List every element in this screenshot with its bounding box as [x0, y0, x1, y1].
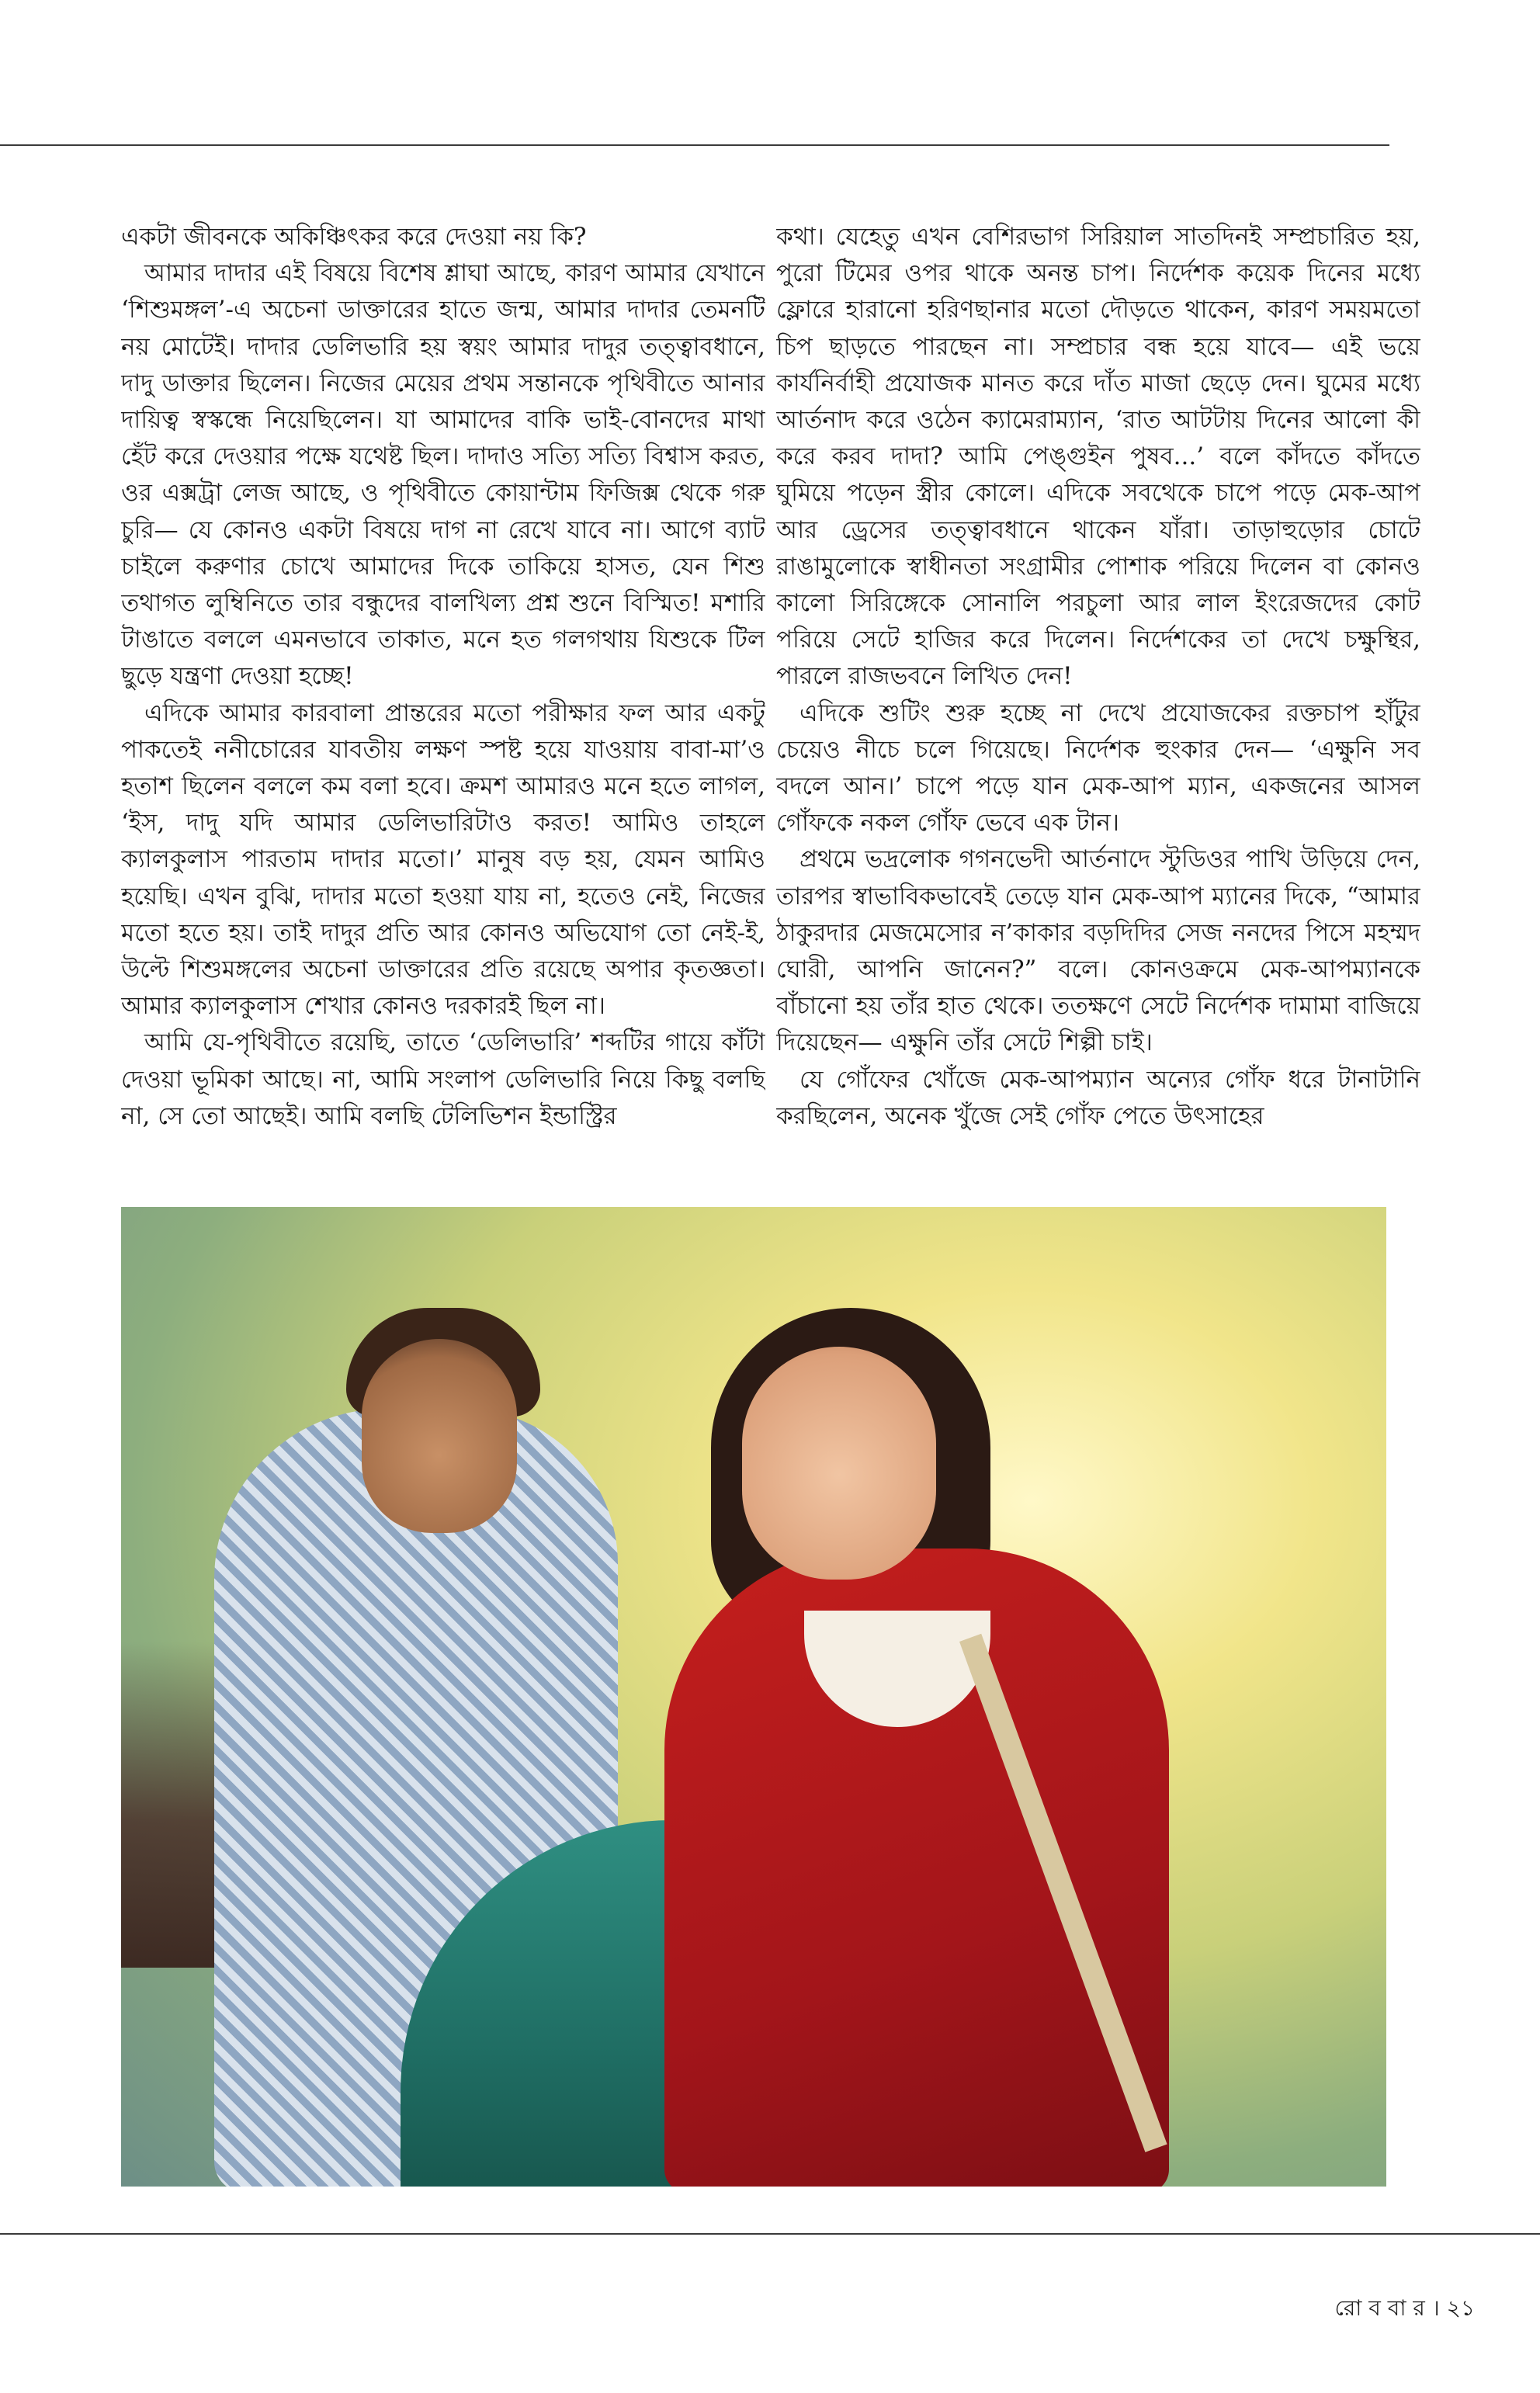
magazine-name: রো ব বা র — [1334, 2295, 1425, 2321]
paragraph: কথা। যেহেতু এখন বেশিরভাগ সিরিয়াল সাতদিনই সম্প্রচারিত হয়, পুরো টিমের ওপর থাকে অনন্ত চাপ। নির্দেশক কয়েক দিনের মধ্যে ফ্লোরে হারানো হরিণছানার মতো দৌড়তে থাকেন, কারণ সময়মতো চিপ ছাড়তে পারছেন না। সম্প্রচার বন্ধ হয়ে যাবে— এই ভয়ে কার্যনির্বাহী প্রযোজক মানত করে দাঁত মাজা ছেড়ে দেন। ঘুমের মধ্যে আর্তনাদ করে ওঠেন ক্যামেরাম্যান, ‘রাত আটটায় দিনের আলো কী করে করব দাদা? আমি পেঙ্গুইন পুষব...’ বলে কাঁদতে কাঁদতে ঘুমিয়ে পড়েন স্ত্রীর কোলে। এদিকে সবথেকে চাপে পড়ে মেক-আপ আর ড্রেসের তত্ত্বাবধানে থাকেন যাঁরা। তাড়াহুড়োর চোটে রাঙামুলোকে স্বাধীনতা সংগ্রামীর পোশাক পরিয়ে দিলেন বা কোনও কালো সিরিঙ্গেকে সোনালি পরচুলা আর লাল ইংরেজদের কোট পরিয়ে সেটে হাজির করে দিলেন। নির্দেশকের তা দেখে চক্ষুস্থির, পারলে রাজভবনে লিখিত দেন! — [776, 223, 1420, 691]
top-rule — [0, 144, 1389, 146]
page-number: ২১ — [1446, 2295, 1475, 2321]
article-column-right — [776, 219, 1420, 1189]
article-column-left — [121, 219, 765, 1189]
paragraph: একটা জীবনকে অকিঞ্চিৎকর করে দেওয়া নয় কি? — [121, 223, 587, 251]
paragraph: আমার দাদার এই বিষয়ে বিশেষ শ্লাঘা আছে, কারণ আমার যেখানে ‘শিশুমঙ্গল’-এ অচেনা ডাক্তারের হাতে জন্ম, আমার দাদার তেমনটি নয় মোটেই। দাদার ডেলিভারি হয় স্বয়ং আমার দাদুর তত্ত্বাবধানে, দাদু ডাক্তার ছিলেন। নিজের মেয়ের প্রথম সন্তানকে পৃথিবীতে আনার দায়িত্ব স্বস্কন্ধে নিয়েছিলেন। যা আমাদের বাকি ভাই-বোনদের মাথা হেঁট করে দেওয়ার পক্ষে যথেষ্ট ছিল। দাদাও সত্যি সত্যি বিশ্বাস করত, ওর এক্সট্রা লেজ আছে, ও পৃথিবীতে কোয়ান্টাম ফিজিক্স থেকে গরু চুরি— যে কোনও একটা বিষয়ে দাগ না রেখে যাবে না। আগে ব্যাট চাইলে করুণার চোখে আমাদের দিকে তাকিয়ে হাসত, যেন শিশু তথাগত লুম্বিনিতে তার বন্ধুদের বালখিল্য প্রশ্ন শুনে বিস্মিত! মশারি টাঙাতে বললে এমনভাবে তাকাত, মনে হত গলগথায় যিশুকে টিল ছুড়ে যন্ত্রণা দেওয়া হচ্ছে! — [121, 259, 765, 691]
article-photo — [121, 1207, 1386, 2187]
page-footer — [1335, 2291, 1475, 2328]
footer-separator: । — [1431, 2295, 1440, 2321]
paragraph: আমি যে-পৃথিবীতে রয়েছি, তাতে ‘ডেলিভারি’ শব্দটির গায়ে কাঁটা দেওয়া ভূমিকা আছে। না, আমি সংলাপ ডেলিভারি নিয়ে কিছু বলছি না, সে তো আছেই। আমি বলছি টেলিভিশন ইন্ডাস্ট্রির — [121, 1028, 765, 1130]
photo-man-head — [362, 1339, 517, 1533]
paragraph: এদিকে আমার কারবালা প্রান্তরের মতো পরীক্ষার ফল আর একটু পাকতেই ননীচোরের যাবতীয় লক্ষণ স্পষ্ট হয়ে যাওয়ায় বাবা-মা’ও হতাশ ছিলেন বললে কম বলা হবে। ক্রমশ আমারও মনে হতে লাগল, ‘ইস, দাদু যদি আমার ডেলিভারিটাও করত! আমিও তাহলে ক্যালকুলাস পারতাম দাদার মতো।’ মানুষ বড় হয়, যেমন আমিও হয়েছি। এখন বুঝি, দাদার মতো হওয়া যায় না, হতেও নেই, নিজের মতো হতে হয়। তাই দাদুর প্রতি আর কোনও অভিযোগ তো নেই-ই, উল্টে শিশুমঙ্গলের অচেনা ডাক্তারের প্রতি রয়েছে অপার কৃতজ্ঞতা। আমার ক্যালকুলাস শেখার কোনও দরকারই ছিল না। — [121, 699, 765, 1021]
bottom-rule — [0, 2233, 1540, 2235]
paragraph: এদিকে শুটিং শুরু হচ্ছে না দেখে প্রযোজকের রক্তচাপ হাঁটুর চেয়েও নীচে চলে গিয়েছে। নির্দেশক হুংকার দেন— ‘এক্ষুনি সব বদলে আন।’ চাপে পড়ে যান মেক-আপ ম্যান, একজনের আসল গোঁফকে নকল গোঁফ ভেবে এক টান। — [776, 699, 1420, 838]
paragraph: যে গোঁফের খোঁজে মেক-আপম্যান অন্যের গোঁফ ধরে টানাটানি করছিলেন, অনেক খুঁজে সেই গোঁফ পেতে উৎসাহের — [776, 1065, 1420, 1130]
paragraph: প্রথমে ভদ্রলোক গগনভেদী আর্তনাদে স্টুডিওর পাখি উড়িয়ে দেন, তারপর স্বাভাবিকভাবেই তেড়ে যান মেক-আপ ম্যানের দিকে, “আমার ঠাকুরদার মেজমেসোর ন’কাকার বড়দিদির সেজ ননদের পিসে মহম্মদ ঘোরী, আপনি জানেন?” বলে। কোনওক্রমে মেক-আপম্যানকে বাঁচানো হয় তাঁর হাত থেকে। ততক্ষণে সেটে নির্দেশক দামামা বাজিয়ে দিয়েছেন— এক্ষুনি তাঁর সেটে শিল্পী চাই। — [776, 845, 1420, 1057]
photo-woman-head — [742, 1347, 936, 1580]
